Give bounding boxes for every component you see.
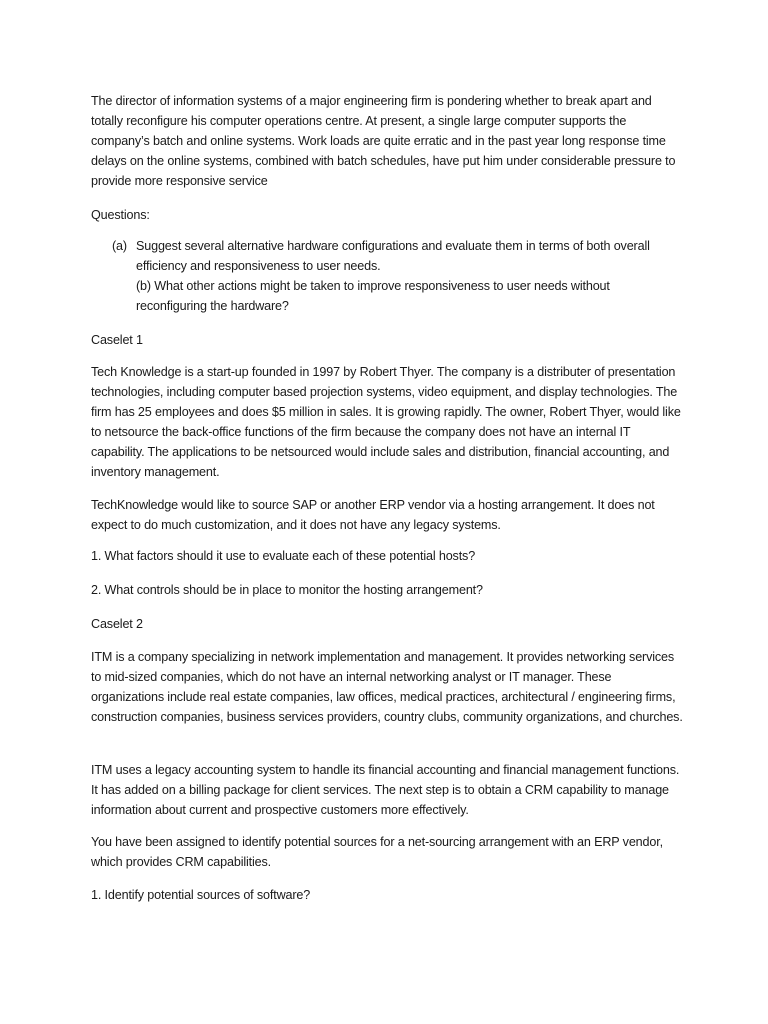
caselet2-heading: Caselet 2 bbox=[91, 617, 143, 631]
question-a bbox=[91, 236, 683, 276]
questions-heading: Questions: bbox=[91, 208, 150, 222]
caselet2-paragraph-1: ITM is a company specializing in network implementation and management. It provides networking services to mid-sized companies, which do not have an internal networking analyst or IT manager. These organizations include real estate companies, law offices, medical practices, architectural / engineering firms, construction companies, business services providers, country clubs, community organizations, and churches. bbox=[91, 650, 683, 724]
question-b-text: (b) What other actions might be taken to improve responsiveness to user needs without reconfiguring the hardware? bbox=[136, 279, 610, 313]
questions-list bbox=[91, 236, 683, 316]
caselet1-question-2: 2. What controls should be in place to monitor the hosting arrangement? bbox=[91, 583, 483, 597]
question-a-marker: (a) bbox=[112, 239, 127, 253]
question-b bbox=[91, 276, 683, 316]
caselet1-paragraph-1: Tech Knowledge is a start-up founded in 1997 by Robert Thyer. The company is a distributer of presentation technologies, including computer based projection systems, video equipment, and display technologies. The firm has 25 employees and does $5 million in sales. It is growing rapidly. The owner, Robert Thyer, would like to netsource the back-office functions of the firm because the company does not have an internal IT capability. The applications to be netsourced would include sales and distribution, financial accounting, and inventory management. bbox=[91, 365, 681, 479]
caselet1-heading: Caselet 1 bbox=[91, 333, 143, 347]
caselet2-paragraph-2: ITM uses a legacy accounting system to handle its financial accounting and financial management functions. It has added on a billing package for client services. The next step is to obtain a CRM capability to manage information about current and prospective customers more effectively. bbox=[91, 763, 680, 817]
caselet1-question-1: 1. What factors should it use to evaluate each of these potential hosts? bbox=[91, 549, 476, 563]
question-a-text: Suggest several alternative hardware configurations and evaluate them in terms of both overall efficiency and responsiveness to user needs. bbox=[136, 239, 650, 273]
caselet2-paragraph-3: You have been assigned to identify potential sources for a net-sourcing arrangement with an ERP vendor, which provides CRM capabilities. bbox=[91, 835, 663, 869]
intro-paragraph: The director of information systems of a major engineering firm is pondering whether to break apart and totally reconfigure his computer operations centre. At present, a single large computer supports the company’s batch and online systems. Work loads are quite erratic and in the past year long response time delays on the online systems, combined with batch schedules, have put him under considerable pressure to provide more responsive service bbox=[91, 94, 676, 188]
caselet2-question-1: 1. Identify potential sources of software? bbox=[91, 888, 311, 902]
caselet1-paragraph-2: TechKnowledge would like to source SAP or another ERP vendor via a hosting arrangement. It does not expect to do much customization, and it does not have any legacy systems. bbox=[91, 498, 655, 532]
